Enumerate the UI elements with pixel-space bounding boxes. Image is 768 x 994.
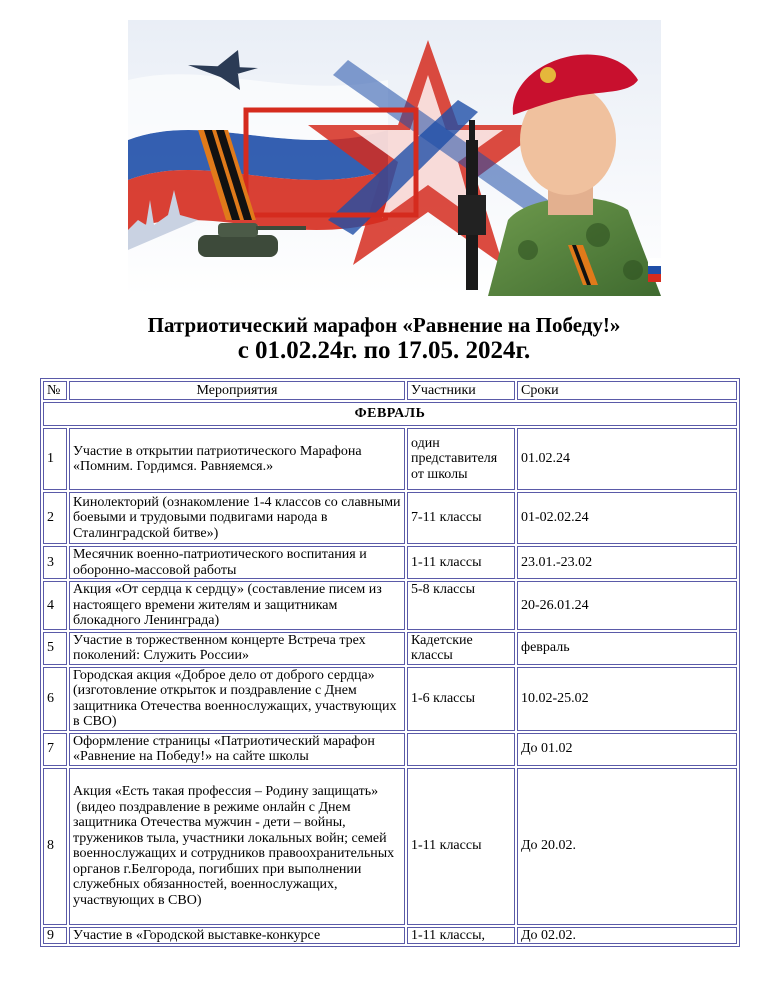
row-dates: 20-26.01.24 <box>517 581 737 630</box>
table-row <box>43 632 737 665</box>
table-row <box>43 546 737 579</box>
poster-banner <box>128 20 661 296</box>
header-dates: Сроки <box>517 381 737 400</box>
row-participants: 1-11 классы <box>407 546 515 579</box>
table-row <box>43 581 737 630</box>
section-row <box>43 402 737 426</box>
events-table <box>40 378 740 947</box>
header-number: № <box>43 381 67 400</box>
row-dates: 10.02-25.02 <box>517 667 737 731</box>
header-participants: Участники <box>407 381 515 400</box>
row-number: 8 <box>43 768 67 925</box>
row-participants <box>407 733 515 766</box>
row-event: Акция «От сердца к сердцу» (составление писем из настоящего времени жителям и защитникам блокадного Ленинграда) <box>69 581 405 630</box>
row-participants: один представителя от школы <box>407 428 515 490</box>
row-number: 6 <box>43 667 67 731</box>
table-row <box>43 768 737 925</box>
row-event <box>69 768 405 925</box>
table-row <box>43 927 737 945</box>
table-row <box>43 733 737 766</box>
page-title: Патриотический марафон «Равнение на Победу!» <box>147 313 621 337</box>
row-number: 4 <box>43 581 67 630</box>
row-number: 7 <box>43 733 67 766</box>
row-event: Месячник военно-патриотического воспитания и оборонно-массовой работы <box>69 546 405 579</box>
row-dates: До 20.02. <box>517 768 737 925</box>
row-participants: 1-6 классы <box>407 667 515 731</box>
row-event: Кинолекторий (ознакомление 1-4 классов со славными боевыми и трудовыми подвигами народа в Сталинградской битве») <box>69 492 405 544</box>
row-dates: 01.02.24 <box>517 428 737 490</box>
table-row <box>43 428 737 490</box>
row-participants: 7-11 классы <box>407 492 515 544</box>
row-event-line: (видео поздравление в режиме онлайн с Днем защитника Отечества мужчин - дети – войны, тружеников тыла, участники локальных войн; семей военнослужащих и сотрудников правоохранительных органов г.Белгорода, погибших при выполнении служебных обязанностей, военнослужащих, участвующих в СВО) <box>73 799 398 908</box>
row-dates: 01-02.02.24 <box>517 492 737 544</box>
row-participants: Кадетские классы <box>407 632 515 665</box>
page-subtitle-dates: с 01.02.24г. по 17.05. 2024г. <box>237 337 531 364</box>
beret-badge <box>540 67 556 83</box>
row-number: 9 <box>43 927 67 945</box>
row-participants: 5-8 классы <box>407 581 515 630</box>
row-event: Оформление страницы «Патриотический марафон «Равнение на Победу!» на сайте школы <box>69 733 405 766</box>
row-number: 2 <box>43 492 67 544</box>
row-event: Городская акция «Доброе дело от доброго сердца» (изготовление открыток и поздравление с Днем защитника Отечества военнослужащих, участвующих в СВО) <box>69 667 405 731</box>
row-dates: февраль <box>517 632 737 665</box>
row-number: 5 <box>43 632 67 665</box>
header-events: Мероприятия <box>69 381 405 400</box>
row-event: Участие в «Городской выставке-конкурсе <box>69 927 405 945</box>
table-row <box>43 667 737 731</box>
row-participants: 1-11 классы, <box>407 927 515 945</box>
row-dates: До 01.02 <box>517 733 737 766</box>
row-event: Участие в торжественном концерте Встреча трех поколений: Служить России» <box>69 632 405 665</box>
row-number: 3 <box>43 546 67 579</box>
row-dates: 23.01.-23.02 <box>517 546 737 579</box>
small-flag-icon <box>648 258 661 282</box>
table-row <box>43 492 737 544</box>
row-event: Участие в открытии патриотического Марафона «Помним. Гордимся. Равняемся.» <box>69 428 405 490</box>
section-title: ФЕВРАЛЬ <box>43 402 737 426</box>
table-header-row <box>43 381 737 400</box>
row-participants: 1-11 классы <box>407 768 515 925</box>
row-event-line: Акция «Есть такая профессия – Родину защищать» <box>73 784 379 799</box>
row-number: 1 <box>43 428 67 490</box>
row-dates: До 02.02. <box>517 927 737 945</box>
